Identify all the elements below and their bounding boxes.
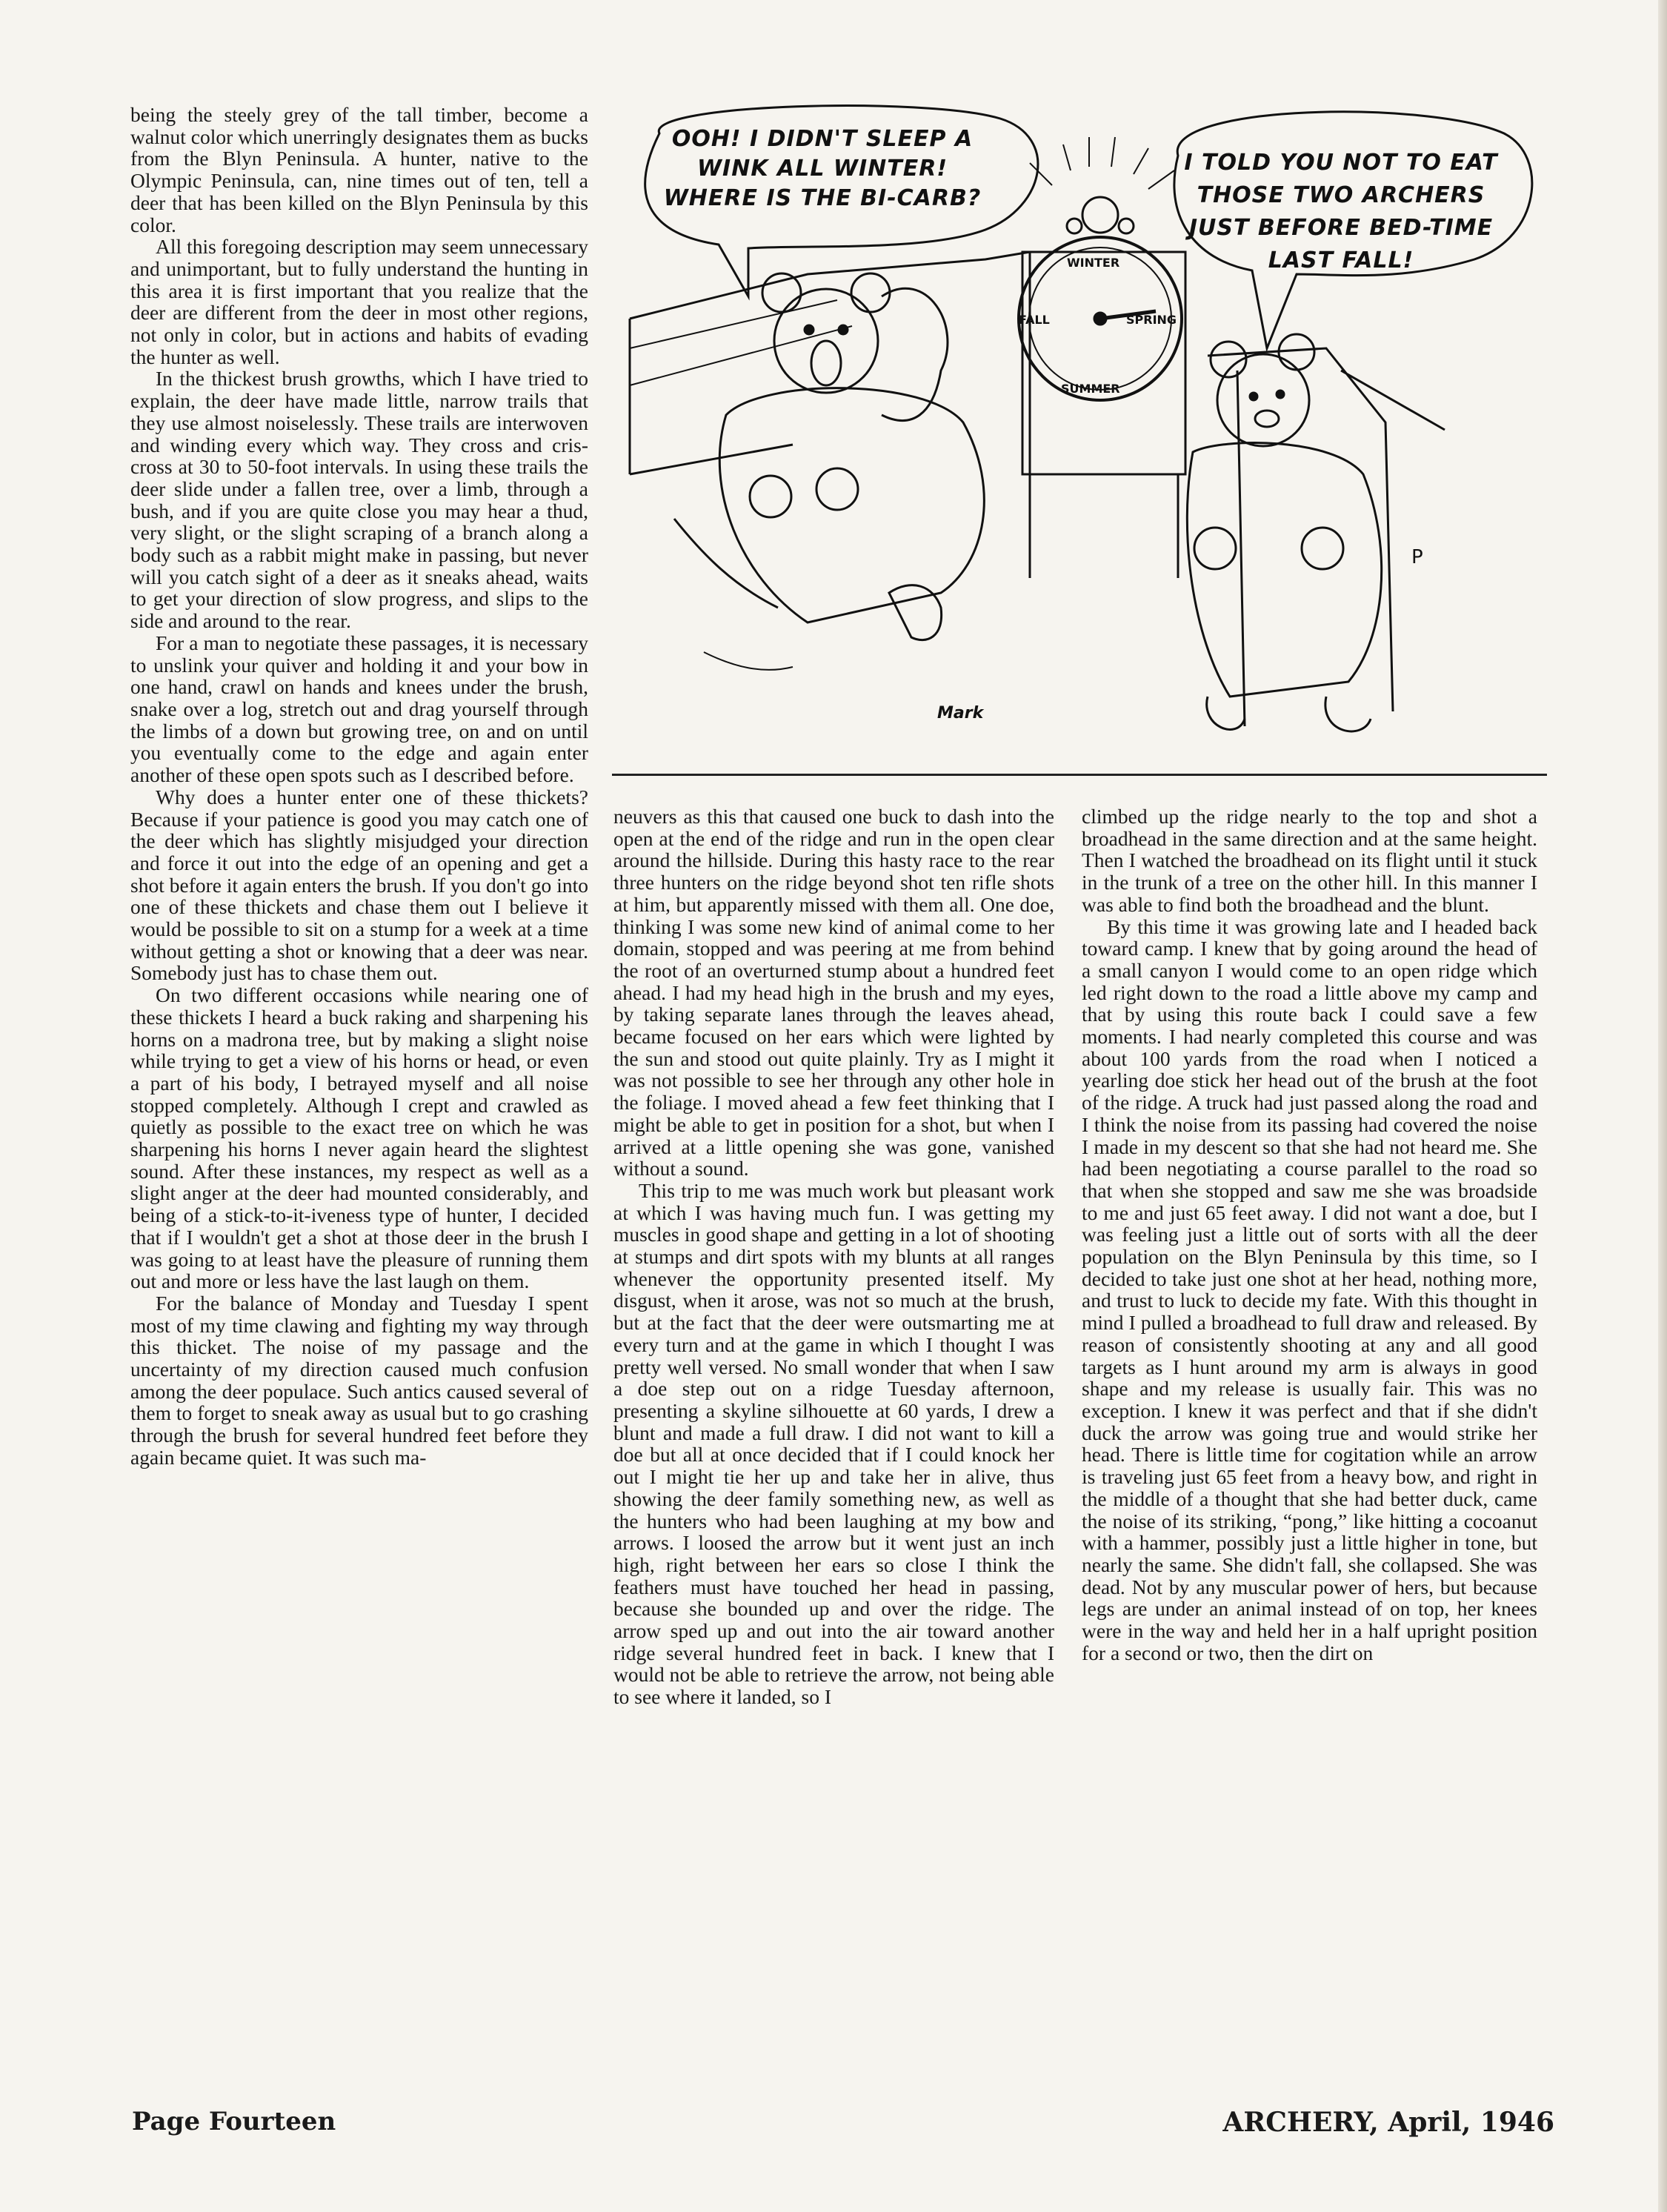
article-column-2 <box>613 806 1054 1708</box>
paragraph: being the steely grey of the tall timber, become a walnut color which unerringly designates them as bucks from the Blyn Peninsula. A hunter, native to the Olympic Peninsula, can, nine times out of ten, tell a deer that has been killed on the Blyn Peninsula by this color. <box>130 103 588 236</box>
cartoonist-signature: Mark <box>937 704 984 723</box>
bear-right-head <box>1217 354 1309 446</box>
svg-text:P: P <box>1411 546 1423 568</box>
paragraph: In the thickest brush growths, which I have tried to explain, the deer have made little, narrow trails that they use almost noiselessly. These trails are interwoven and winding every which way. They cross and cris-cross at 30 to 50-foot intervals. In using these trails the deer slide under a fallen tree, over a limb, through a bush, and if you are quite close you may hear a thud, very slight, or the slight scraping of a branch along a body such as a rabbit might make in passing, but never will you catch sight of a deer as it sneaks ahead, waits to get your direction of slow progress, and slips to the side and around to the rear. <box>130 367 588 633</box>
paragraph: On two different occasions while nearing one of these thickets I heard a buck raking and sharpening his horns on a madrona tree, but by making a slight noise while trying to get a view of his horns or head, or even a part of his body, I betrayed myself and all noise stopped completely. Although I crept and crawled as quietly as possible to the exact tree on which he was sharpening his horns I never again heard the slightest sound. After these instances, my respect as well as a slight anger at the deer had mounted considerably, and being of a stick-to-it-iveness type of hunter, I decided that if I wouldn't get a shot at those deer in the brush I was going to at least have the pleasure of running them out and more or less have the last laugh on them. <box>130 983 588 1293</box>
chair <box>1208 348 1445 726</box>
paragraph: For a man to negotiate these passages, it is necessary to unslink your quiver and holding it and your bow in one hand, crawl on hands and knees under the brush, snake over a log, stretch out and drag yourself through the limbs of a down but growing tree, on and on until you eventually come to the edge and again enter another of these open spots such as I described before. <box>130 631 588 787</box>
bed <box>630 252 1030 578</box>
paragraph: All this foregoing description may seem unnecessary and unimportant, but to fully understand the hunting in this area it is first important that you realize that the deer are different from the deer in most other regions, not only in color, but in actions and habits of evading the hunter as well. <box>130 235 588 368</box>
paragraph: neuvers as this that caused one buck to dash into the open at the end of the ridge and run in the open clear around the hillside. During this hasty race to the rear three hunters on the ridge beyond shot ten rifle shots at him, but apparently missed with them all. One doe, thinking I was some new kind of animal come to her domain, stopped and was peering at me from behind the root of an overturned stump about a hundred feet ahead. I had my head high in the brush and my eyes, by taking separate lanes through the leaves ahead, became focused on her ears which were lighted by the sun and stood out quite plainly. Try as I might it was not possible to see her through any other hole in the foliage. I moved ahead a few feet thinking that I might be able to get in position for a shot, but when I arrived at a little opening she was gone, vanished without a sound. <box>613 805 1054 1180</box>
clock-label-winter: WINTER <box>1067 256 1120 270</box>
speech-bubble-left-text: OOH! I DIDN'T SLEEP A WINK ALL WINTER! WHERE IS THE BI-CARB? <box>663 126 982 211</box>
nightstand <box>1022 252 1185 474</box>
paragraph: climbed up the ridge nearly to the top and shot a broadhead in the same direction and at the same height. Then I watched the broadhead on its flight until it stuck in the trunk of a tree on the other hill. In this manner I was able to find both the broadhead and the blunt. <box>1082 805 1537 916</box>
clock-label-spring: SPRING <box>1126 313 1177 327</box>
page-edge <box>1658 0 1667 2212</box>
clock-label-summer: SUMMER <box>1061 382 1120 396</box>
paragraph: Why does a hunter enter one of these thickets? Because if your patience is good you may catch one of the deer which has slightly misjudged your direction and force it out into the edge of an opening and get a shot before it again enters the brush. If you don't go into one of these thickets and chase them out I believe it would be possible to sit on a stump for a week at a time without getting a shot or knowing that a deer was near. Somebody just has to chase them out. <box>130 785 588 985</box>
paragraph: This trip to me was much work but pleasant work at which I was having much fun. I was getting my muscles in good shape and getting in a lot of shooting at stumps and dirt spots with my blunts at all ranges whenever the opportunity presented itself. My disgust, when it arose, was not so much at the brush, but at the fact that the deer were outsmarting me at every turn and at the game in which I thought I was pretty well versed. No small wonder that when I saw a doe step out on a ridge Tuesday afternoon, presenting a skyline silhouette at 60 yards, I drew a blunt and made a full draw. I did not want to kill a doe but all at once decided that if I could knock her out I might tie her up and take her in alive, thus showing the deer family something new, as well as the hunters who had been laughing at my bow and arrows. I loosed the arrow but it went just an inch high, right between her ears so close I think the feathers must have touched her head in passing, because she bounded up and over the ridge. The arrow sped up and out into the air toward another ridge several hundred feet in back. I knew that I would not be able to retrieve the arrow, not being able to see where it landed, so I <box>613 1178 1054 1709</box>
publication-info: ARCHERY, April, 1946 <box>1222 2107 1554 2138</box>
paragraph: By this time it was growing late and I headed back toward camp. I knew that by going around the head of a small canyon I would come to an open ridge which led right down to the road a little above my camp and that by using this route back I could save a few moments. I had nearly completed this course and was about 100 yards from the road when I noticed a yearling doe stick her head out of the brush at the foot of the ridge. A truck had just passed along the road and I think the noise from its passing had covered the noise I made in my descent so that she had not heard me. She had been negotiating a course parallel to the road so that when she stopped and saw me she was broadside to me and just 65 feet away. I did not want a doe, but I was feeling just a little out of sorts with all the deer population on the Blyn Peninsula by this time, so I decided to take just one shot at her head, nothing more, and trust to luck to decide my fate. With this thought in mind I pulled a broadhead to full draw and released. By reason of consistently shooting at any and all good targets as I hunt around my arm is always in good shape and my release is usually fair. This was no exception. I knew it was perfect and that if she didn't duck the arrow was going true and would strike her head. There is little time for cogitation while an arrow is traveling just 65 feet from a heavy bow, and right in the middle of a thought that she had better duck, came the noise of its striking, “pong,” like hitting a cocoanut with a hammer, possibly just a little higher in tone, but nearly the same. She didn't fall, she collapsed. She was dead. Not by any muscular power of hers, but because legs are under an animal instead of on top, her knees were in the way and held her in a half upright position for a second or two, then the dirt on <box>1082 914 1537 1664</box>
cartoon-divider <box>612 774 1547 776</box>
pillow <box>882 288 948 420</box>
article-column-3 <box>1082 806 1537 1664</box>
speech-bubble-right-text: I TOLD YOU NOT TO EAT THOSE TWO ARCHERS JUST BEFORE BED-TIME LAST FALL! <box>1184 150 1498 273</box>
article-column-1 <box>130 104 588 1469</box>
clock-label-fall: FALL <box>1019 313 1050 327</box>
paragraph: For the balance of Monday and Tuesday I spent most of my time clawing and fighting my way through this thicket. The noise of my passage and the uncertainty of my direction caused much confusion among the deer populace. Such antics caused several of them to forget to sneak away as usual but to go crashing through the brush for several hundred feet before they again became quiet. It was such ma- <box>130 1291 588 1469</box>
page-number: Page Fourteen <box>132 2107 336 2136</box>
